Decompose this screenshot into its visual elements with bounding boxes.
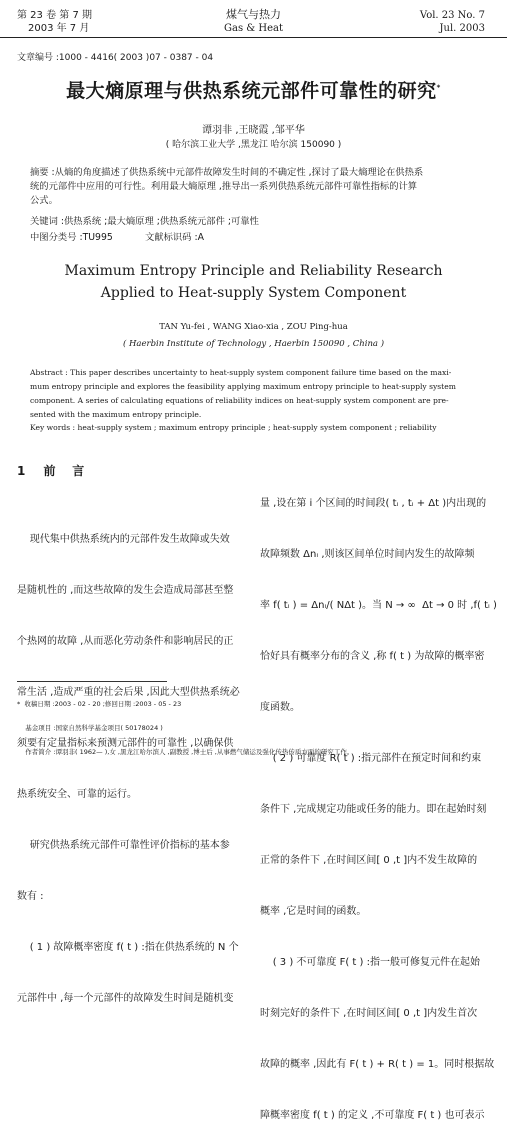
footnote-line: 基金项目 :国家自然科学基金项目( 50178024 ) [17, 724, 163, 732]
abstract-en-line: component. A series of calculating equations of reliability indices on heat-supply system component are pre- [30, 396, 449, 405]
body-line: 正常的条件下 ,在时间区间[ 0 ,t ]内不发生故障的 [260, 855, 478, 866]
abstract-en [30, 366, 490, 422]
affiliation-en: ( Haerbin Institute of Technology , Haerbin 150090 , China ) [122, 339, 385, 349]
header-volume-cn: 第 23 卷 第 7 期 [17, 10, 92, 21]
article-id: 文章编号 :1000 - 4416( 2003 )07 - 0387 - 04 [17, 53, 214, 63]
footnote-line: * 收稿日期 :2003 - 02 - 20 ;修回日期 :2003 - 05 - 23 [17, 700, 182, 708]
body-line: 概率 ,它是时间的函数。 [260, 906, 367, 917]
header-date-cn: 2003 年 7 月 [28, 23, 90, 34]
header-date-en: Jul. 2003 [439, 23, 485, 34]
abstract-en-line: Abstract : This paper describes uncertainty to heat-supply system component failure time based on the maxi- [30, 368, 452, 377]
body-line: ( 1 ) 故障概率密度 f( t ) :指在供热系统的 N 个 [17, 942, 239, 953]
body-line: 元部件中 ,每一个元部件的故障发生时间是随机变 [17, 993, 234, 1004]
abstract-en-line: mum entropy principle and explores the feasibility applying maximum entropy principle to heat-supply system [30, 382, 456, 391]
body-line: 度函数。 [260, 702, 300, 713]
body-line: 障概率密度 f( t ) 的定义 ,不可靠度 F( t ) 也可表示 [260, 1110, 485, 1121]
body-line: 个热网的故障 ,从而恶化劳动条件和影响居民的正 [17, 636, 234, 647]
body-line: 现代集中供热系统内的元部件发生故障或失效 [17, 534, 230, 545]
body-line: 研究供热系统元部件可靠性评价指标的基本参 [17, 840, 230, 851]
body-line: 率 f( tᵢ ) = Δnᵢ/( NΔt )。当 N → ∞ Δt → 0 时 ,f( tᵢ ) [260, 600, 497, 611]
affiliation-cn: ( 哈尔滨工业大学 ,黑龙江 哈尔滨 150090 ) [165, 140, 342, 150]
keywords-cn: 关键词 :供热系统 ;最大熵原理 ;供热系统元部件 ;可靠性 [30, 216, 259, 227]
body-line: 恰好具有概率分布的含义 ,称 f( t ) 为故障的概率密 [260, 651, 485, 662]
body-line: 时刻完好的条件下 ,在时间区间[ 0 ,t ]内发生首次 [260, 1008, 478, 1019]
header-rule [0, 37, 507, 38]
section-number: 1 [17, 464, 26, 478]
abstract-en-line: sented with the maximum entropy principle. [30, 410, 202, 419]
clc-number: 中图分类号 :TU995 [30, 232, 113, 243]
abstract-cn [30, 166, 490, 208]
footnote-rule [17, 681, 167, 682]
body-line: 故障频数 Δnᵢ ,则该区间单位时间内发生的故障频 [260, 549, 475, 560]
body-line: 是随机性的 ,而这些故障的发生会造成局部甚至整 [17, 585, 234, 596]
header-volume-en: Vol. 23 No. 7 [419, 10, 485, 21]
footnote [17, 684, 497, 764]
keywords-en: Key words : heat-supply system ; maximum entropy principle ; heat-supply system component ; reliability [30, 423, 437, 432]
abstract-cn-line: 公式。 [30, 195, 58, 206]
title-en-line-1: Maximum Entropy Principle and Reliability Research [64, 263, 443, 279]
body-line: 常生活 ,造成严重的社会后果 ,因此大型供热系统必 [17, 687, 240, 698]
body-line: 量 ,设在第 i 个区间的时间段( tᵢ , tᵢ + Δt )内出现的 [260, 498, 487, 509]
footnote-line: 作者简介 :谭羽非( 1962— ),女 ,黑龙江哈尔滨人 ,副教授 ,博士后 ,从事燃气储运及强化传热传质方面的研究工作。 [17, 748, 354, 756]
body-line: 故障的概率 ,因此有 F( t ) + R( t ) = 1。同时根据故 [260, 1059, 495, 1070]
abstract-cn-line: 统的元部件中应用的可行性。利用最大熵原理 ,推导出一系列供热系统元部件可靠性指标的计算 [30, 181, 418, 192]
abstract-cn-line: 摘要 :从熵的角度描述了供热系统中元部件故障发生时间的不确定性 ,探讨了最大熵理论在供热系 [30, 167, 424, 178]
title-cn: 最大熵原理与供热系统元部件可靠性的研究 [66, 80, 437, 102]
authors-cn: 谭羽非 ,王晓霞 ,邹平华 [202, 125, 305, 136]
header-journal-en: Gas & Heat [224, 23, 283, 34]
authors-en: TAN Yu-fei , WANG Xiao-xia , ZOU Ping-hua [159, 322, 348, 332]
header-journal-cn: 煤气与热力 [226, 8, 281, 21]
title-en-line-2: Applied to Heat-supply System Component [100, 285, 407, 301]
body-line: ( 3 ) 不可靠度 F( t ) :指一般可修复元件在起始 [260, 957, 480, 968]
section-title: 前 言 [43, 464, 85, 478]
document-code: 文献标识码 :A [145, 232, 204, 243]
body-line: 须要有定量指标来预测元部件的可靠性 ,以确保供 [17, 738, 234, 749]
body-line: 数有 : [17, 891, 44, 902]
body-line: 热系统安全、可靠的运行。 [17, 789, 137, 800]
title-cn-block [0, 76, 507, 103]
body-line: ( 2 ) 可靠度 R( t ) :指元部件在预定时间和约束 [260, 753, 482, 764]
section-heading [17, 462, 84, 479]
body-line: 条件下 ,完成规定功能或任务的能力。即在起始时刻 [260, 804, 487, 815]
right-column [260, 461, 496, 1141]
title-footnote-mark: * [436, 83, 441, 92]
